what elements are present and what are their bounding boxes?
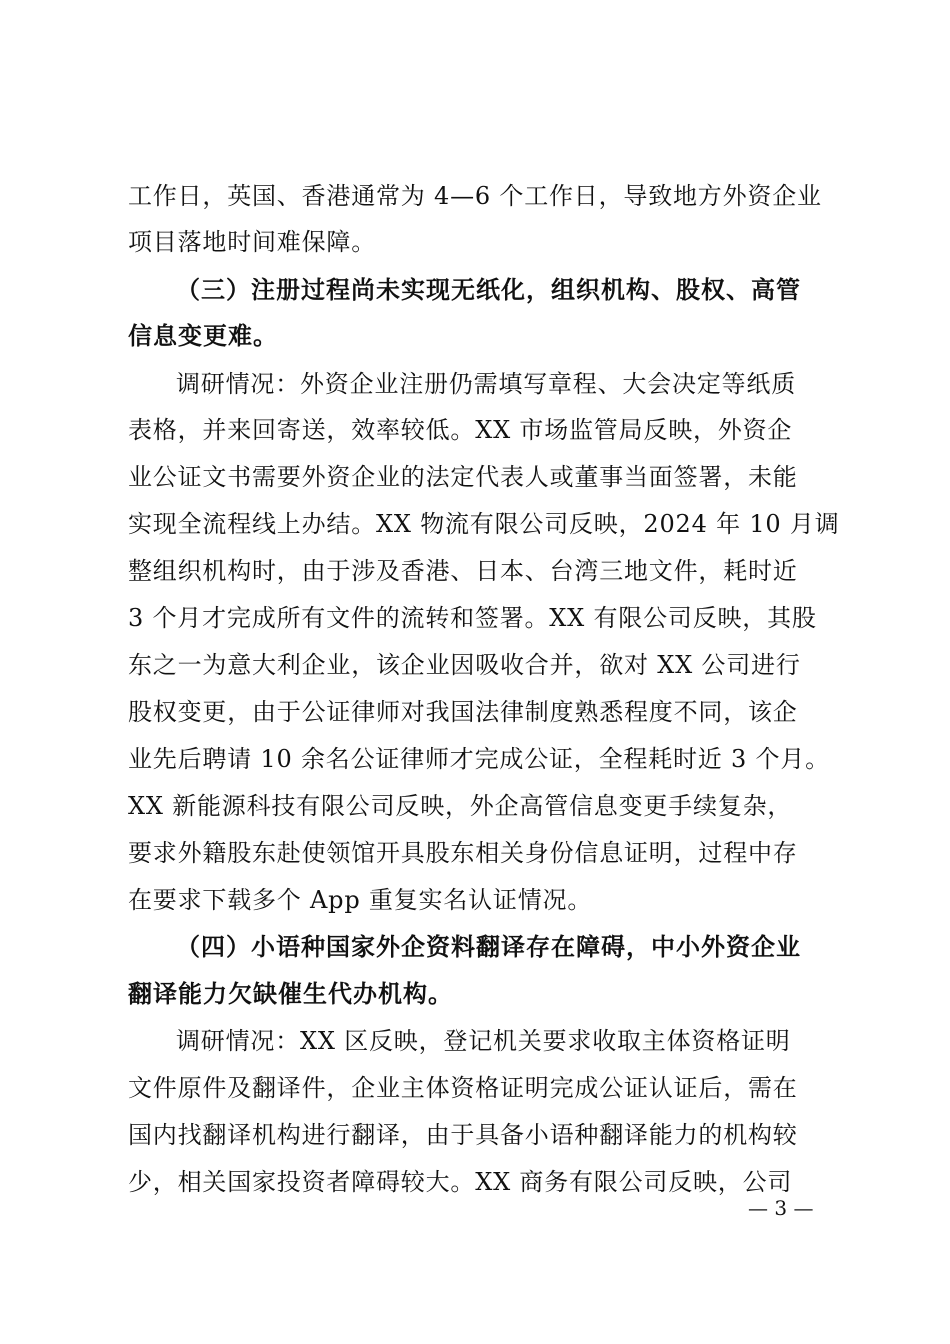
body-text-line: 调研情况：外资企业注册仍需填写章程、大会决定等纸质: [176, 370, 796, 398]
page-number: — 3 —: [748, 1196, 814, 1220]
body-text-line: 在要求下载多个 App 重复实名认证情况。: [128, 886, 593, 914]
section-heading-3-line-1: （三）注册过程尚未实现无纸化，组织机构、股权、高管: [176, 275, 801, 304]
body-text-line: 实现全流程线上办结。XX 物流有限公司反映，2024 年 10 月调: [128, 510, 840, 538]
body-text-line: 整组织机构时，由于涉及香港、日本、台湾三地文件，耗时近: [128, 557, 798, 585]
body-text-line: 少，相关国家投资者障碍较大。XX 商务有限公司反映，公司: [128, 1168, 793, 1196]
body-text-line: 文件原件及翻译件，企业主体资格证明完成公证认证后，需在: [128, 1074, 798, 1102]
body-text-line: 业公证文书需要外资企业的法定代表人或董事当面签署，未能: [128, 463, 798, 491]
body-text-line: 东之一为意大利企业，该企业因吸收合并，欲对 XX 公司进行: [128, 651, 801, 679]
body-text-line: 调研情况：XX 区反映，登记机关要求收取主体资格证明: [176, 1027, 791, 1055]
body-text-line: 表格，并来回寄送，效率较低。XX 市场监管局反映，外资企: [128, 416, 793, 444]
body-text-line: 3 个月才完成所有文件的流转和签署。XX 有限公司反映，其股: [128, 604, 817, 632]
body-text-line: 业先后聘请 10 余名公证律师才完成公证，全程耗时近 3 个月。: [128, 745, 830, 773]
body-text-line: 要求外籍股东赴使领馆开具股东相关身份信息证明，过程中存: [128, 839, 798, 867]
section-heading-4-line-1: （四）小语种国家外企资料翻译存在障碍，中小外资企业: [176, 932, 801, 961]
body-text-line: 工作日，英国、香港通常为 4—6 个工作日，导致地方外资企业: [128, 182, 822, 210]
body-text-line: XX 新能源科技有限公司反映，外企高管信息变更手续复杂，: [128, 792, 793, 820]
body-text-line: 国内找翻译机构进行翻译，由于具备小语种翻译能力的机构较: [128, 1121, 798, 1149]
section-heading-3-line-2: 信息变更难。: [128, 321, 278, 350]
section-heading-4-line-2: 翻译能力欠缺催生代办机构。: [128, 979, 453, 1008]
body-text-line: 股权变更，由于公证律师对我国法律制度熟悉程度不同，该企: [128, 698, 798, 726]
body-text-line: 项目落地时间难保障。: [128, 228, 376, 256]
